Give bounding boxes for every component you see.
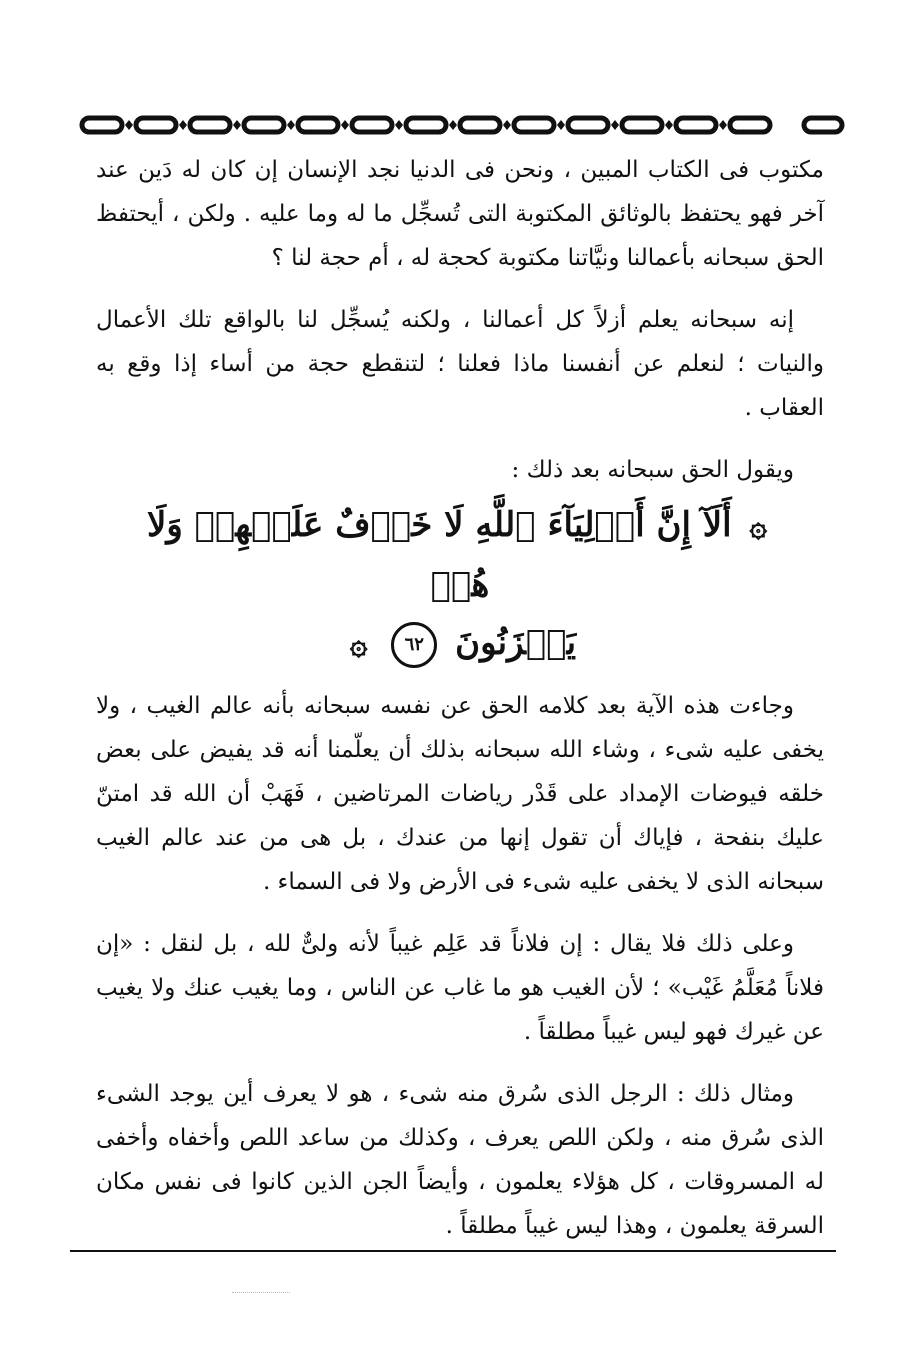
verse-intro: ويقول الحق سبحانه بعد ذلك : [511,457,794,483]
verse-ornament-end-icon: ۞ [349,627,368,662]
verse-ornament-start-icon: ۞ [749,509,768,544]
footer-rule [70,1250,836,1252]
paragraph-4: وعلى ذلك فلا يقال : إن فلاناً قد عَلِم غيباً لأنه ولىٌّ لله ، بل لنقل : «إن فلاناً مُعَلَّمُ غَيْب» ؛ لأن الغيب هو ما غاب عن الناس ، وما يغيب عنك ولا يغيب عن غيرك فهو ليس غيباً مطلقاً . [96,931,824,1045]
verse-line-2 [112,614,808,674]
paragraph-5: ومثال ذلك : الرجل الذى سُرق منه شىء ، هو لا يعرف أين يوجد الشىء الذى سُرق منه ، ولكن اللص يعرف ، وكذلك من ساعد اللص وأخفاه وأخفى له المسروقات ، كل هؤلاء يعلمون ، وأيضاً الجن الذين كانوا فى نفس مكان السرقة يعلمون ، وهذا ليس غيباً مطلقاً . [96,1081,824,1239]
verse-line-1 [112,496,808,614]
verse-text-1: أَلَآ إِنَّ أَوۡلِيَآءَ ٱللَّهِ لَا خَوۡفٌ عَلَيۡهِمۡ وَلَا هُمۡ [146,505,732,605]
paragraph-2: إنه سبحانه يعلم أزلاً كل أعمالنا ، ولكنه يُسجِّل لنا بالواقع تلك الأعمال والنيات ؛ لنعلم عن أنفسنا ماذا فعلنا ؛ لتنقطع حجة من أساء إذا وقع به العقاب . [96,307,824,421]
paragraph-3: وجاءت هذه الآية بعد كلامه الحق عن نفسه سبحانه بأنه عالم الغيب ، ولا يخفى عليه شىء ، وشاء الله سبحانه بذلك أن يعلّمنا أنه قد يفيض على بعض خلقه فيوضات الإمداد على قَدْر رياضات المرتاضين ، فَهَبْ أن الله قد امتنّ عليك بنفحة ، فإياك أن تقول إنها من عندك ، بل هى من عند عالم الغيب سبحانه الذى لا يخفى عليه شىء فى الأرض ولا فى السماء . [96,693,824,895]
footer-dotted-mark [232,1292,290,1293]
ayah-number-badge: ٦٢ [391,622,437,668]
paragraph-1: مكتوب فى الكتاب المبين ، ونحن فى الدنيا نجد الإنسان إن كان له دَين عند آخر فهو يحتفظ بالوثائق المكتوبة التى تُسجِّل ما له وما عليه . ولكن ، أيحتفظ الحق سبحانه بأعمالنا ونيَّاتنا مكتوبة كحجة له ، أم حجة لنا ؟ [96,157,824,271]
page-body [96,148,824,1266]
verse-text-2: يَحۡزَنُونَ [455,623,577,663]
decorative-chain-border [78,104,846,144]
quran-verse [96,496,824,674]
